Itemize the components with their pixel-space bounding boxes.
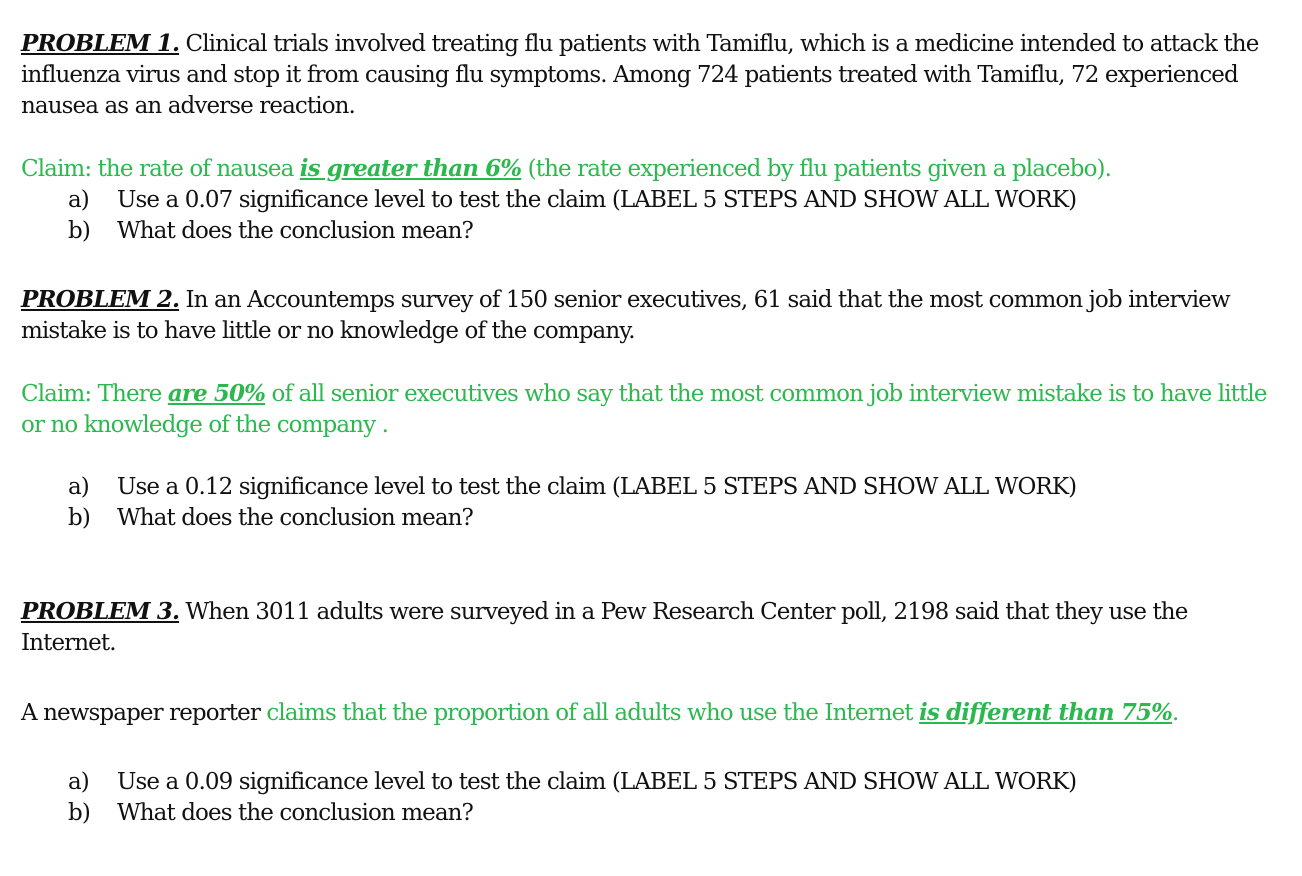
problem-3-claim-end: . [1172,700,1179,726]
list-marker: b) [68,218,90,244]
problem-1-claim-suffix: (the rate experienced by flu patients given a placebo). [521,156,1112,182]
list-marker: a) [68,769,89,795]
document-page [21,28,1283,829]
question-text: Use a 0.09 significance level to test the claim (LABEL 5 STEPS AND SHOW ALL WORK) [117,769,1077,795]
problem-3-claim [21,697,1283,729]
problem-2-text: In an Accountemps survey of 150 senior executives, 61 said that the most common job interview mistake is to have little or no knowledge of the company. [21,287,1230,344]
problem-3-claim-lead: A newspaper reporter [21,700,267,726]
problem-2-claim-key: are 50% [167,380,266,407]
problem-1-claim-prefix: Claim: the rate of nausea [21,156,300,182]
list-item [21,216,1283,247]
problem-3 [21,596,1283,829]
problem-2-questions [21,472,1283,534]
problem-1-statement [21,28,1283,122]
list-item [21,767,1283,798]
problem-3-questions [21,767,1283,829]
problem-2-claim-suffix: of all senior executives who say that the most common job interview mistake is to have little or no knowledge of the company . [21,381,1267,438]
question-text: Use a 0.07 significance level to test the claim (LABEL 5 STEPS AND SHOW ALL WORK) [117,187,1077,213]
problem-3-claim-prefix: claims that the proportion of all adults who use the Internet [266,700,920,726]
problem-1-claim [21,153,1283,185]
problem-1-text: Clinical trials involved treating flu patients with Tamiflu, which is a medicine intended to attack the influenza virus and stop it from causing flu symptoms. Among 724 patients treated with Tamiflu, 72 experienced nausea as an adverse reaction. [21,31,1259,119]
list-item [21,503,1283,534]
list-item [21,472,1283,503]
problem-3-text: When 3011 adults were surveyed in a Pew Research Center poll, 2198 said that they use the Internet. [21,599,1188,656]
question-text: What does the conclusion mean? [117,218,473,244]
problem-1-claim-key: is greater than 6% [299,155,522,182]
question-text: What does the conclusion mean? [117,505,473,531]
list-marker: b) [68,505,90,531]
list-marker: b) [68,800,90,826]
problem-2-statement [21,284,1283,347]
list-item [21,798,1283,829]
problem-1-heading: PROBLEM 1. [21,30,180,57]
problem-2-heading: PROBLEM 2. [21,286,180,313]
problem-3-statement [21,596,1283,659]
problem-3-heading: PROBLEM 3. [21,598,180,625]
list-marker: a) [68,187,89,213]
question-text: Use a 0.12 significance level to test the claim (LABEL 5 STEPS AND SHOW ALL WORK) [117,474,1077,500]
problem-1-questions [21,185,1283,247]
problem-2 [21,284,1283,534]
problem-3-claim-key: is different than 75% [919,699,1173,726]
problem-2-claim-prefix: Claim: There [21,381,168,407]
problem-2-claim [21,378,1283,441]
list-marker: a) [68,474,89,500]
problem-1 [21,28,1283,247]
question-text: What does the conclusion mean? [117,800,473,826]
list-item [21,185,1283,216]
